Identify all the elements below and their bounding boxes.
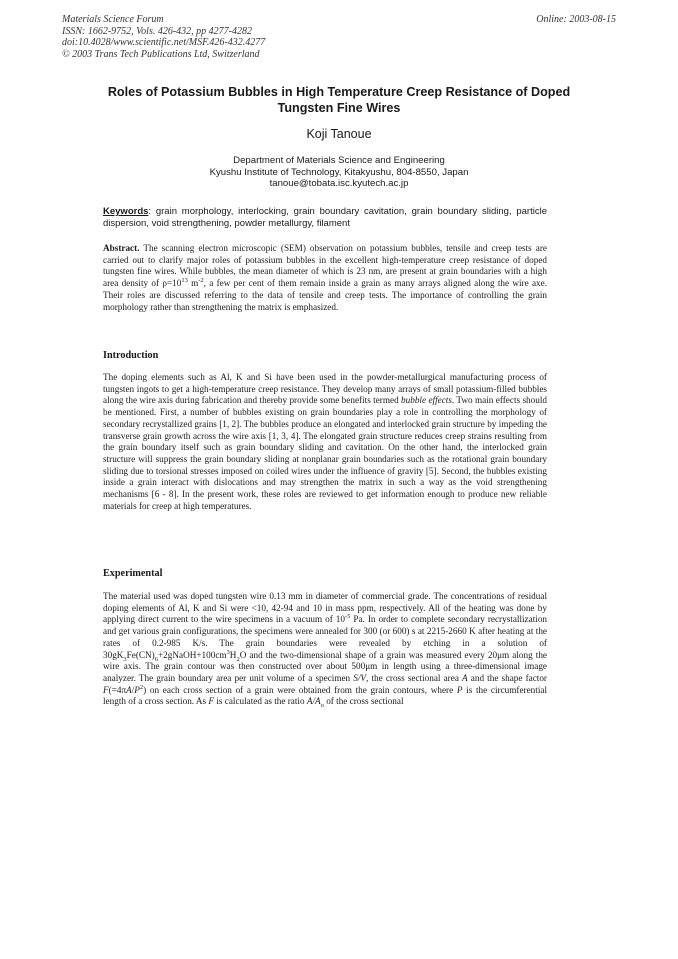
exp-emphasis: A — [126, 684, 132, 695]
exp-text: H — [229, 649, 237, 660]
exp-text: The material used was doped tungsten wire 0.13 mm in diameter of commercial grade. The concentrations of residual doping elements of Al, K and Si were <10, 42-94 and 10 in mass ppm, respectively. All of the heating was done by applying direct current to the wire specimens in a vacuum of 10 — [103, 591, 547, 625]
exp-emphasis: A/A — [306, 696, 321, 707]
journal-name: Materials Science Forum — [62, 14, 164, 25]
exp-sub: o — [320, 702, 324, 710]
author-name: Koji Tanoue — [306, 127, 372, 141]
exp-sup: 2 — [139, 683, 144, 691]
exp-text: is calculated as the ratio — [214, 696, 307, 707]
exp-sup: 3 — [226, 648, 230, 656]
exp-text: / — [131, 684, 135, 695]
paper-title: Roles of Potassium Bubbles in High Temperature Creep Resistance of Doped Tungsten Fine Wires — [107, 85, 571, 115]
introduction-heading: Introduction — [103, 350, 159, 361]
copyright-line: © 2003 Trans Tech Publications Ltd, Switzerland — [62, 48, 260, 60]
exp-text: Fe(CN) — [126, 649, 155, 660]
exp-text: ) on each cross section of a grain were obtained from the grain contours, where — [143, 684, 457, 695]
keywords-label: Keywords — [103, 206, 149, 217]
abstract-text: m — [187, 278, 199, 289]
keywords-text: : grain morphology, interlocking, grain boundary cavitation, grain boundary sliding, particle dispersion, void strengthening, powder metallurgy, filament — [103, 206, 547, 229]
online-date: Online: 2003-08-15 — [536, 14, 616, 25]
abstract-text: , a few per cent of them remain inside a grain as many arrays aligned along the wire axe. Their roles are discussed referring to the data of tensile and creep tests. The importance of controlling the grain morphology rather than strengthening the matrix is emphasized. — [103, 278, 547, 312]
abstract-label: Abstract. — [103, 243, 140, 253]
exp-text: (=4π — [108, 684, 127, 695]
abstract-sup: 13 — [181, 277, 188, 285]
exp-text: +2gNaOH+100cm — [158, 649, 227, 660]
exp-emphasis: S/V — [353, 672, 367, 683]
exp-sub: 6 — [154, 655, 158, 663]
affiliation-dept: Department of Materials Science and Engineering — [233, 155, 445, 166]
exp-sup: -5 — [344, 613, 351, 621]
exp-emphasis: P — [456, 684, 463, 695]
author-email: tanoue@tobata.isc.kyutech.ac.jp — [269, 178, 409, 190]
keywords — [103, 206, 547, 230]
exp-emphasis: P — [134, 684, 140, 695]
journal-header — [62, 14, 265, 60]
abstract-text: The scanning electron microscopic (SEM) observation on potassium bubbles, tensile and creep tests are carried out to clarify major roles of potassium bubbles in the excellent high-temperature creep resistance of doped tungsten fine wires. While bubbles, the mean diameter of which is 23 nm, are present at grain boundaries with a high area density of ρ=10 — [103, 243, 547, 289]
exp-emphasis: F — [208, 696, 215, 707]
doi-line: doi:10.4028/www.scientific.net/MSF.426-432.4277 — [62, 37, 266, 48]
abstract — [103, 243, 547, 313]
exp-text: , the cross sectional area — [366, 672, 463, 683]
exp-text: is the circumferential length of a cross section. As — [103, 684, 548, 707]
intro-emphasis: bubble effects — [401, 395, 452, 406]
affiliation — [0, 155, 678, 190]
exp-text: O and the two-dimensional shape of a grain was measured every 20μm along the wire axis. The grain contour was then constructed over about 500μm in length using a three-dimensional image analyzer. The grain boundary area per unit volume of a specimen — [103, 649, 547, 683]
experimental-heading: Experimental — [103, 568, 163, 579]
exp-text: of the cross sectional — [323, 696, 404, 707]
intro-text: The doping elements such as Al, K and Si have been used in the powder-metallurgical manufacturing process of tungsten ingots to get a high-temperature creep resistance. They develop many arrays of small potassium-filled bubbles along the wire axis during fabrication and thereby provide some benefits termed — [103, 372, 547, 406]
intro-text: . Two main effects should be mentioned. First, a number of bubbles existing on grain boundaries play a role in controlling the morphology of secondary recrystallized grains [1, 2]. The bubbles produce an elongated and interlocked grain structure by impeding the transverse grain growth across the wire axis [1, 3, 4]. The elongated grain structure reduces creep strains resulting from the grain boundary itself such as grain boundary sliding and cavitation. On the other hand, the interlocked grain structure will suppress the grain boundary sliding at nonplanar grain boundaries such as the rotational grain boundary sliding due to torsional stresses imposed on coiled wires under the influence of gravity [5]. Second, the bubbles existing inside a grain interact with dislocations and may strengthen the matrix in such a way as the void strengthening mechanisms [6 - 8]. In the present work, these roles are reviewed to get information enough to produce new reliable materials for creep at high temperatures. — [103, 395, 547, 511]
exp-emphasis: F — [103, 684, 109, 695]
exp-emphasis: A — [462, 672, 468, 683]
experimental-paragraph — [103, 591, 547, 708]
exp-text: and the shape factor — [467, 672, 547, 683]
exp-sub: 3 — [123, 655, 127, 663]
introduction-paragraph — [103, 372, 547, 512]
affiliation-inst: Kyushu Institute of Technology, Kitakyushu, 804-8550, Japan — [209, 166, 469, 178]
exp-sub: 2 — [236, 655, 240, 663]
exp-text: Pa. In order to complete secondary recrystallization and get various grain configurations, the specimens were annealed for 300 (or 600) s at 2215-2660 K after heating at the rates of 0.2-985 K/s. The grain boundaries were revealed by etching in a solution of 30gK — [103, 614, 548, 660]
abstract-sup: -2 — [198, 277, 204, 285]
issn-line: ISSN: 1662-9752, Vols. 426-432, pp 4277-4282 — [62, 25, 252, 37]
